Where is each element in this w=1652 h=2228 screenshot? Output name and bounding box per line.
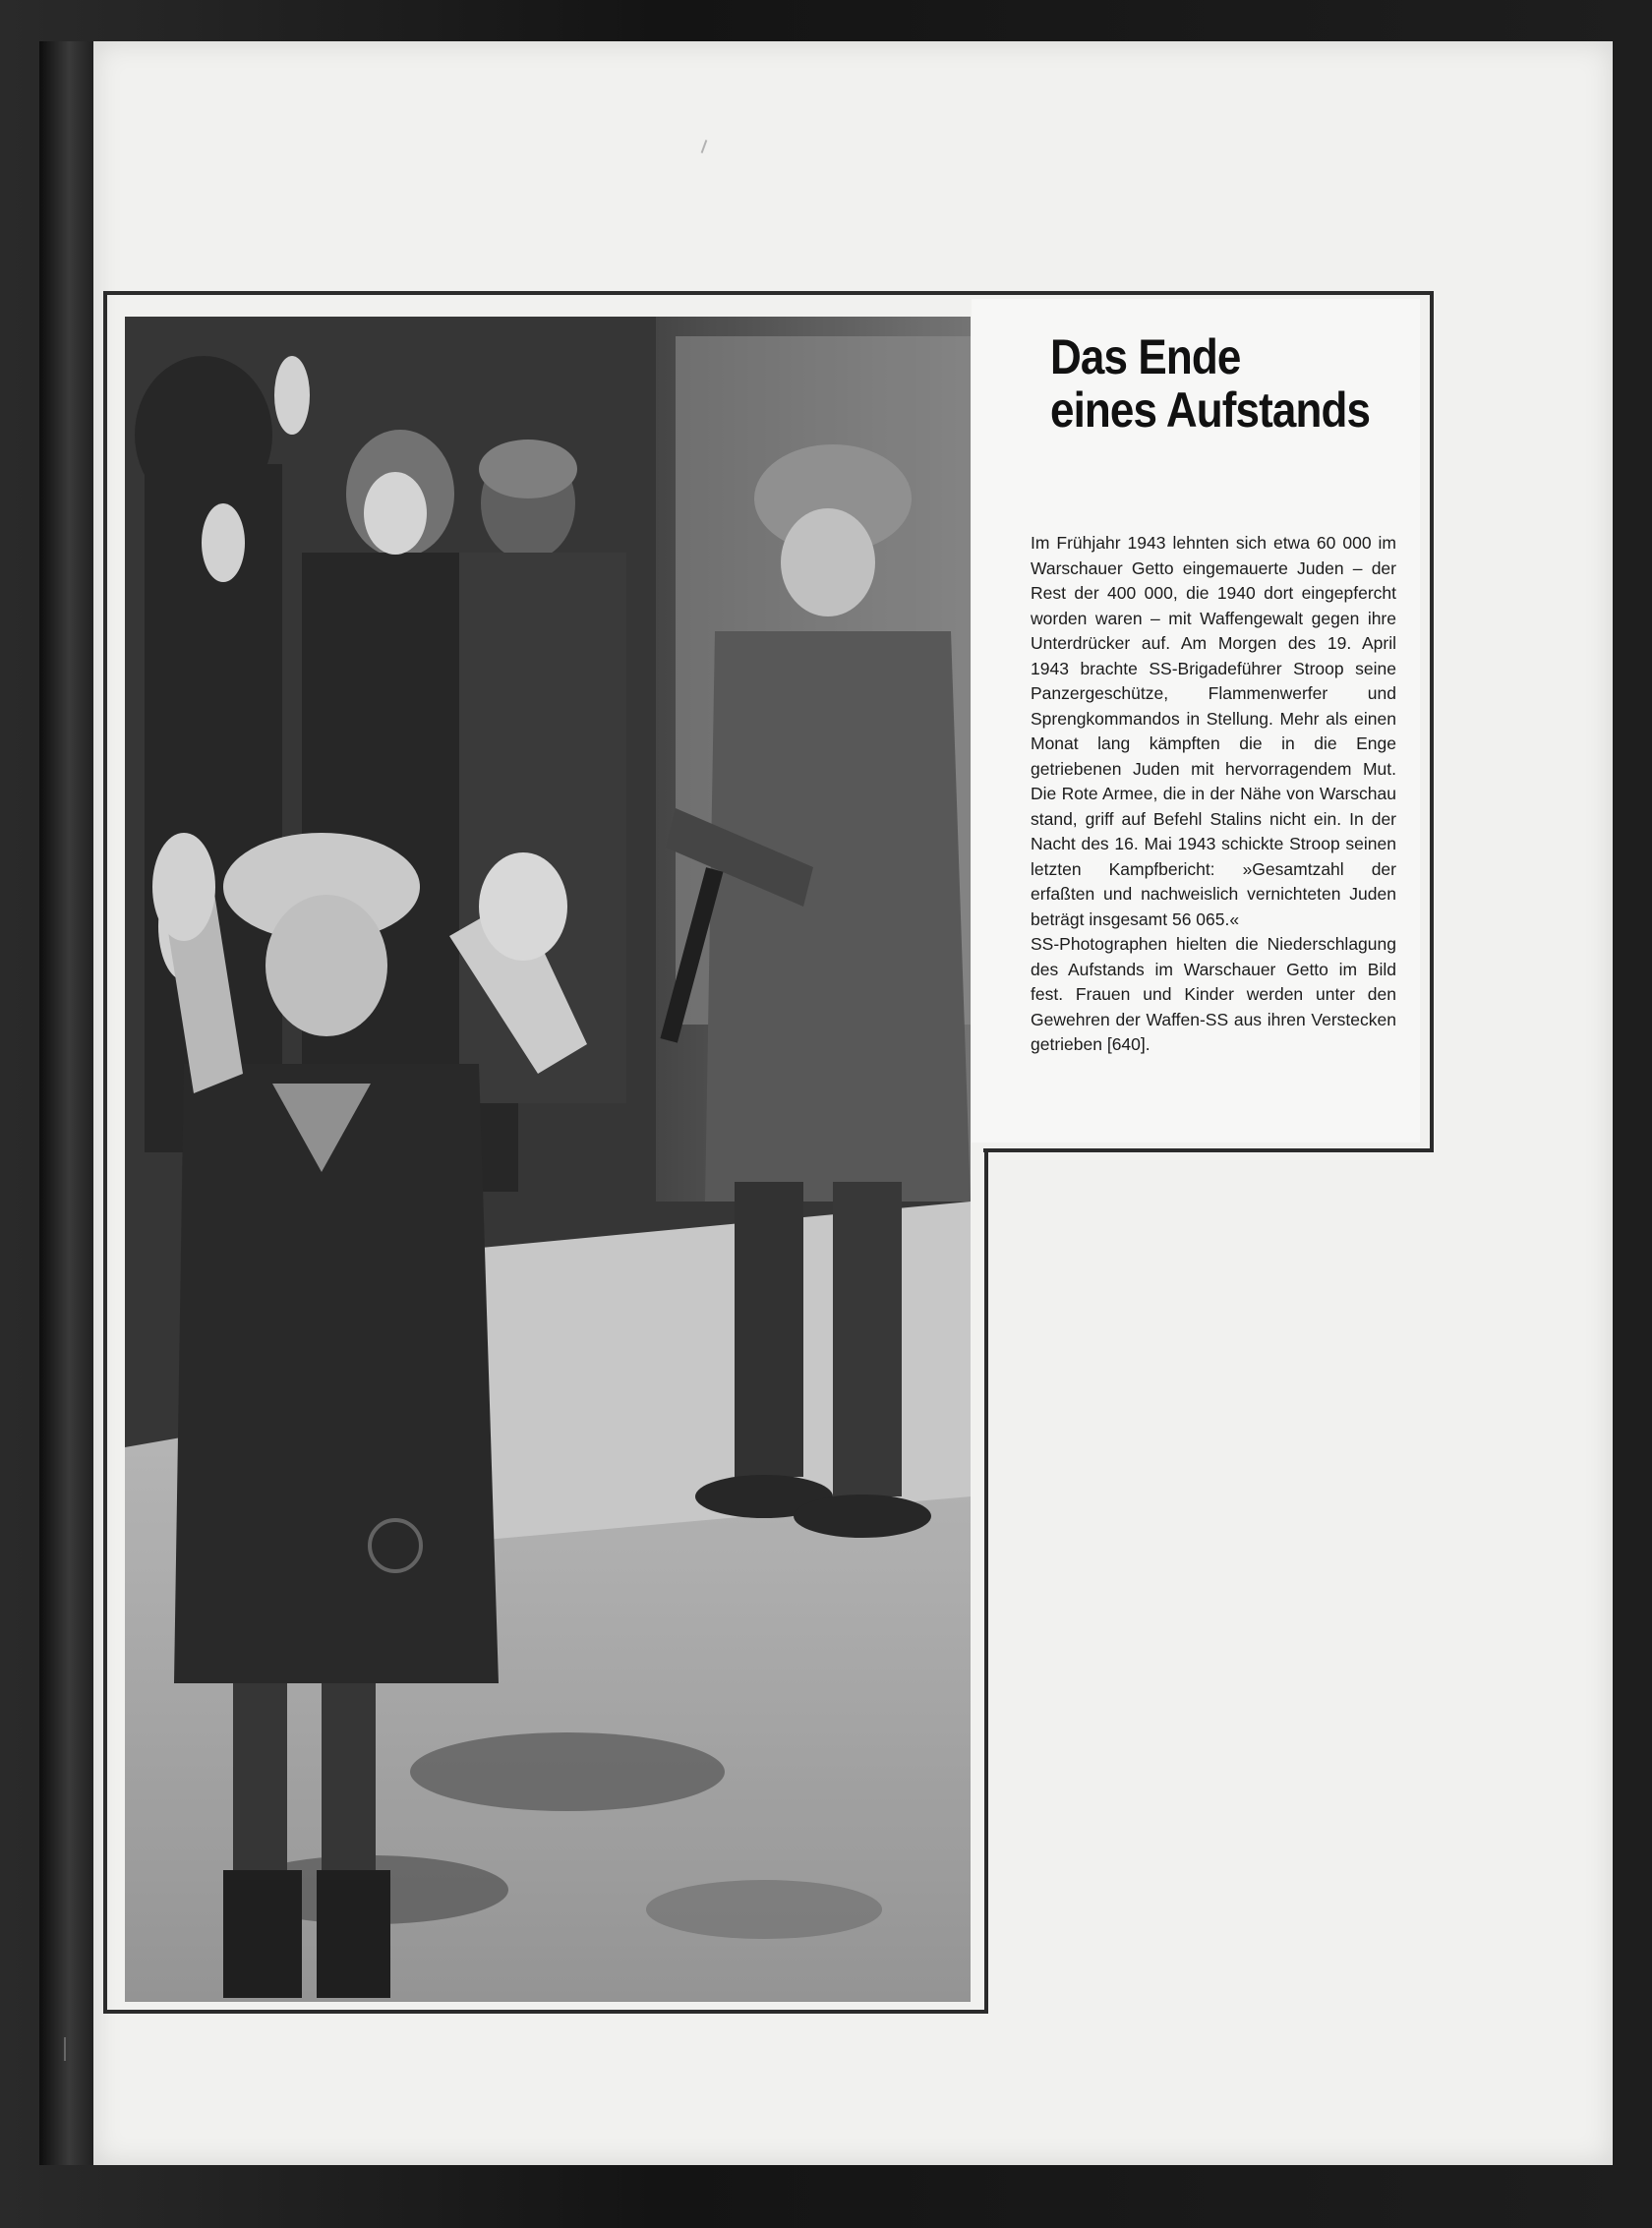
album-binding-strip <box>39 41 93 2165</box>
mount-frame-left <box>103 291 107 2014</box>
pencil-mark <box>64 2037 66 2061</box>
photo-illustration <box>125 317 971 2002</box>
pencil-mark <box>701 140 708 153</box>
mount-frame-right-lower <box>984 1148 988 2014</box>
article-body <box>1031 531 1396 1058</box>
historical-photo <box>125 317 971 2002</box>
headline-line-1: Das Ende <box>1050 329 1241 384</box>
mount-frame-right <box>1430 291 1434 1151</box>
article-headline <box>1050 330 1375 437</box>
mount-frame-bottom <box>103 2010 988 2014</box>
article-paragraph-2: SS-Photographen hielten die Niederschlagung des Aufstands im Warschauer Getto im Bild fest. Frauen und Kinder werden unter den Gewehren der Waffen-SS aus ihren Verstecken getrieben [640]. <box>1031 934 1396 1054</box>
mount-frame-top <box>103 291 1434 295</box>
headline-line-2: eines Aufstands <box>1050 382 1371 438</box>
mount-frame-step <box>983 1148 1434 1152</box>
article-paragraph-1: Im Frühjahr 1943 lehnten sich etwa 60 000 im Warschauer Getto eingemauerte Juden – der Rest der 400 000, die 1940 dort eingepfercht worden waren – mit Waffengewalt gegen ihre Unterdrücker auf. Am Morgen des 19. April 1943 brachte SS-Brigadeführer Stroop seine Panzergeschütze, Flammenwerfer und Sprengkommandos in Stellung. Mehr als einen Monat lang kämpften die in die Enge getriebenen Juden mit hervorragendem Mut. Die Rote Armee, die in der Nähe von Warschau stand, griff auf Befehl Stalins nicht ein. In der Nacht des 16. Mai 1943 schickte Stroop seinen letzten Kampfbericht: »Gesamtzahl der erfaßten und nachweislich vernichteten Juden beträgt insgesamt 56 065.« <box>1031 533 1396 929</box>
